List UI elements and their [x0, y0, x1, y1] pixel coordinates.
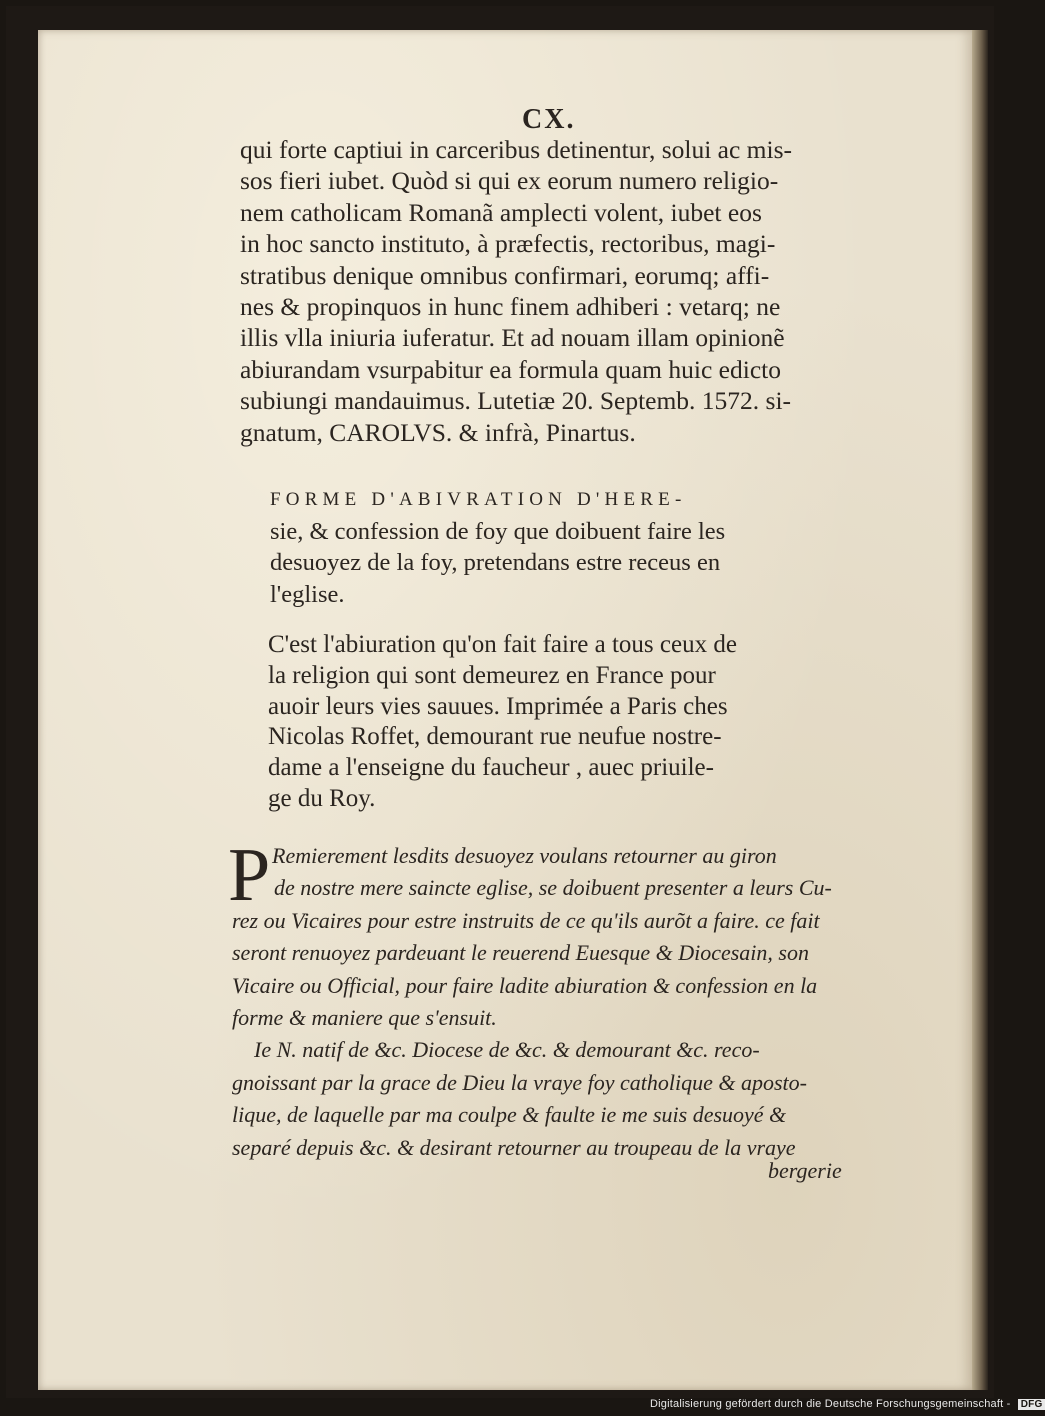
- latin-edict-text: [240, 134, 850, 448]
- italic-line: Remierement lesdits desuoyez voulans retourner au giron: [272, 843, 777, 868]
- italic-line: Ie N. natif de &c. Diocese de &c. & demourant &c. reco-: [254, 1037, 760, 1063]
- italic-line: separé depuis &c. & desirant retourner au troupeau de la vraye: [232, 1134, 796, 1160]
- text-line: sos fieri iubet. Quòd si qui ex eorum numero religio-: [240, 166, 779, 196]
- italic-line: lique, de laquelle par ma coulpe & faulte ie me suis desuoyé &: [232, 1102, 787, 1128]
- note-line: la religion qui sont demeurez en France pour: [268, 661, 716, 689]
- note-line: Nicolas Roffet, demourant rue neufue nostre-: [268, 723, 722, 751]
- heading-line: desuoyez de la foy, pretendans estre receus en: [270, 549, 721, 576]
- italic-line: Vicaire ou Official, pour faire ladite abiuration & confession en la: [232, 972, 818, 998]
- printing-note: [268, 630, 828, 815]
- page-edge: [972, 30, 988, 1390]
- text-line: illis vlla iniuria iuferatur. Et ad nouam illam opinionẽ: [240, 323, 785, 353]
- text-line: qui forte captiui in carceribus detinentur, solui ac mis-: [240, 135, 793, 164]
- heading-caps-line: FORME D'ABIVRATION D'HERE-: [270, 489, 687, 510]
- italic-line: forme & maniere que s'ensuit.: [232, 1005, 497, 1031]
- note-line: C'est l'abiuration qu'on fait faire a tous ceux de: [268, 631, 737, 658]
- footer-text: Digitalisierung gefördert durch die Deutsche Forschungsgemeinschaft -: [650, 1398, 1011, 1410]
- italic-line: gnoissant par la grace de Dieu la vraye foy catholique & aposto-: [232, 1069, 807, 1095]
- text-line: in hoc sancto instituto, à præfectis, rectoribus, magi-: [240, 229, 776, 259]
- note-line: dame a l'enseigne du faucheur , auec priuile-: [268, 754, 714, 782]
- abjuration-text: [232, 840, 852, 1164]
- text-line: abiurandam vsurpabitur ea formula quam huic edicto: [240, 354, 781, 384]
- heading-line: l'eglise.: [270, 580, 345, 608]
- italic-line: de nostre mere saincte eglise, se doibuent presenter a leurs Cu-: [274, 875, 832, 901]
- footer-credit: [650, 1398, 1045, 1410]
- text-line: nem catholicam Romanã amplecti volent, iubet eos: [240, 197, 762, 227]
- catchword: bergerie: [768, 1158, 842, 1183]
- note-line: ge du Roy.: [268, 784, 376, 812]
- text-line: stratibus denique omnibus confirmari, eorumq; affi-: [240, 260, 770, 290]
- text-line: nes & propinquos in hunc finem adhiberi : vetarq; ne: [240, 292, 781, 322]
- drop-cap: P: [228, 833, 271, 917]
- dfg-logo: DFG: [1018, 1399, 1045, 1410]
- section-heading: [270, 484, 830, 610]
- note-line: auoir leurs vies sauues. Imprimée a Paris ches: [268, 692, 728, 720]
- heading-line: sie, & confession de foy que doibuent faire les: [270, 517, 726, 545]
- italic-line: rez ou Vicaires pour estre instruits de ce qu'ils aurõt a faire. ce fait: [232, 907, 820, 933]
- folio-number: CX.: [522, 104, 576, 135]
- text-line: gnatum, CAROLVS. & infrà, Pinartus.: [240, 417, 636, 447]
- italic-line: seront renuoyez pardeuant le reuerend Euesque & Diocesain, son: [232, 940, 809, 966]
- text-line: subiungi mandauimus. Lutetiæ 20. Septemb. 1572. si-: [240, 386, 792, 416]
